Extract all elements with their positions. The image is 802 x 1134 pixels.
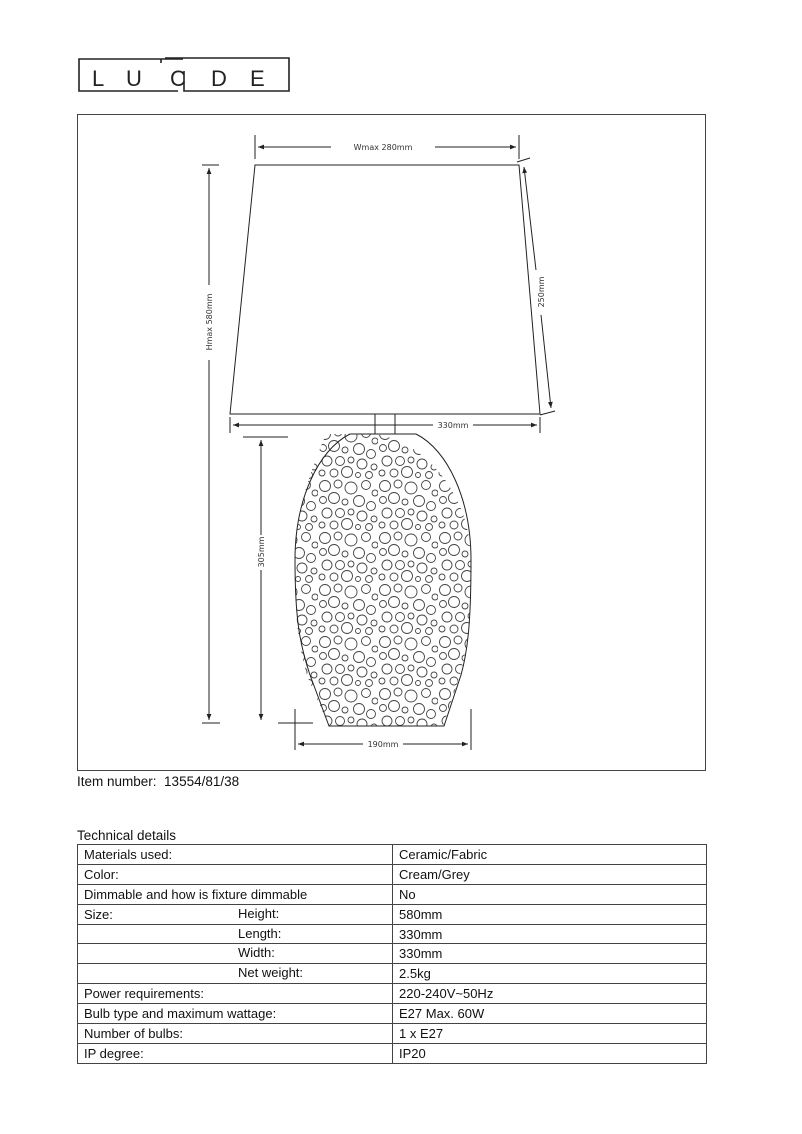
lucide-logo — [78, 57, 290, 93]
logo-letter-d: D — [211, 66, 227, 91]
lamp-base — [288, 430, 478, 730]
spec-sublabel: Net weight: — [238, 965, 304, 981]
table-row — [78, 884, 707, 904]
spec-value: Cream/Grey — [393, 864, 707, 884]
dim-base-height: 305mm — [257, 536, 266, 568]
dim-base-width: 190mm — [367, 740, 399, 749]
lamp-shade — [230, 165, 540, 414]
item-number — [77, 774, 239, 789]
spec-value: 2.5kg — [393, 964, 707, 984]
logo-letter-c: C — [170, 66, 186, 91]
spec-label — [78, 924, 393, 944]
spec-sublabel: Width: — [238, 945, 275, 961]
logo-letter-e: E — [250, 66, 265, 91]
table-row — [78, 1043, 707, 1063]
technical-details-title: Technical details — [77, 828, 177, 843]
spec-value: 330mm — [393, 944, 707, 964]
dim-shade-bottom: 330mm — [437, 421, 469, 430]
spec-label: IP degree: — [78, 1043, 393, 1063]
spec-value: 580mm — [393, 904, 707, 924]
table-row — [78, 1024, 707, 1044]
item-number-label: Item number: — [77, 774, 157, 789]
spec-label: Dimmable and how is fixture dimmable — [78, 884, 393, 904]
spec-label — [78, 944, 393, 964]
table-row — [78, 845, 707, 865]
spec-value: No — [393, 884, 707, 904]
spec-label-main: Size: — [84, 906, 113, 922]
logo-letter-l: L — [92, 66, 105, 91]
table-row — [78, 924, 707, 944]
dim-width-max: Wmax 280mm — [353, 143, 413, 152]
table-row — [78, 864, 707, 884]
spec-label: Color: — [78, 864, 393, 884]
spec-value: IP20 — [393, 1043, 707, 1063]
spec-label: Bulb type and maximum wattage: — [78, 1004, 393, 1024]
dim-shade-slant: 250mm — [537, 276, 546, 308]
table-row — [78, 984, 707, 1004]
spec-value: 220-240V~50Hz — [393, 984, 707, 1004]
spec-sublabel: Height: — [238, 905, 280, 921]
spec-value: Ceramic/Fabric — [393, 845, 707, 865]
technical-details-table — [77, 844, 707, 1064]
spec-label: Materials used: — [78, 845, 393, 865]
spec-label — [78, 904, 393, 924]
spec-value: 330mm — [393, 924, 707, 944]
spec-sublabel: Length: — [238, 925, 282, 941]
logo-letter-u: U — [126, 66, 142, 91]
table-row — [78, 1004, 707, 1024]
dim-height-max: Hmax 580mm — [205, 293, 214, 351]
spec-value: E27 Max. 60W — [393, 1004, 707, 1024]
item-number-value: 13554/81/38 — [164, 774, 240, 789]
spec-value: 1 x E27 — [393, 1024, 707, 1044]
table-row — [78, 904, 707, 924]
spec-label — [78, 964, 393, 984]
table-row — [78, 964, 707, 984]
table-row — [78, 944, 707, 964]
technical-drawing — [77, 114, 706, 771]
spec-label: Power requirements: — [78, 984, 393, 1004]
spec-label: Number of bulbs: — [78, 1024, 393, 1044]
